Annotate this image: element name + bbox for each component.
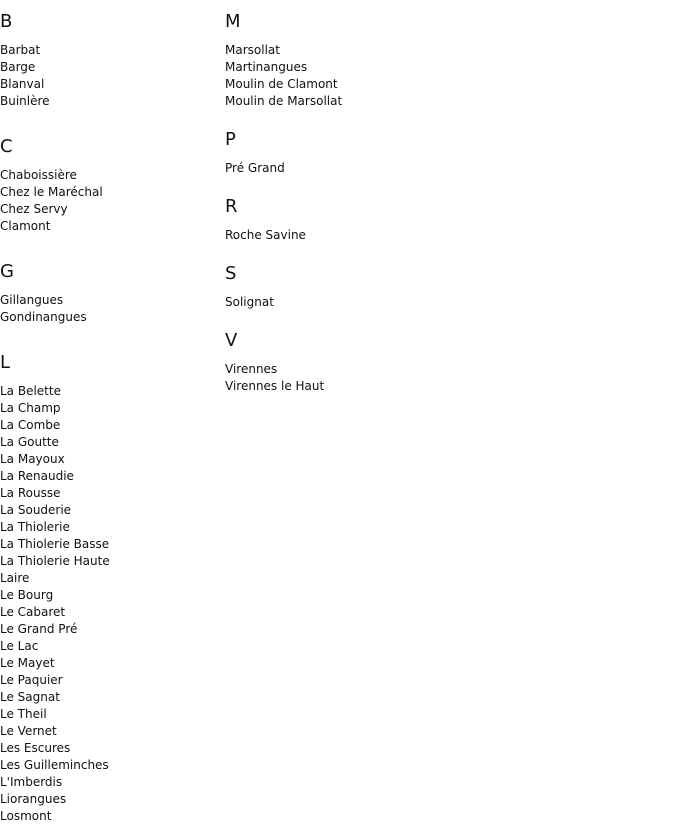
section-p — [225, 129, 525, 177]
place-link[interactable]: Chaboissière — [0, 168, 77, 182]
place-link[interactable]: Chez Servy — [0, 202, 68, 216]
section-letter: M — [225, 11, 241, 32]
place-link[interactable]: La Champ — [0, 401, 61, 415]
place-link[interactable]: La Souderie — [0, 503, 72, 517]
section-s — [225, 263, 525, 311]
place-list — [225, 160, 525, 177]
place-link[interactable]: Le Sagnat — [0, 690, 60, 704]
place-link[interactable]: Les Guilleminches — [0, 758, 109, 772]
place-link[interactable]: La Mayoux — [0, 452, 65, 466]
place-link[interactable]: Barbat — [0, 43, 41, 57]
section-letter: G — [0, 261, 14, 282]
place-link[interactable]: L'Imberdis — [0, 775, 63, 789]
place-link[interactable]: Marsollat — [225, 43, 280, 57]
section-letter: R — [225, 196, 238, 217]
place-link[interactable]: Pré Grand — [225, 161, 285, 175]
place-list — [0, 167, 220, 235]
place-link[interactable]: Le Mayet — [0, 656, 55, 670]
place-link[interactable]: Chez le Maréchal — [0, 185, 103, 199]
place-link[interactable]: Liorangues — [0, 792, 67, 806]
place-list — [225, 227, 525, 244]
place-link[interactable]: Solignat — [225, 295, 274, 309]
place-link[interactable]: La Thiolerie Haute — [0, 554, 110, 568]
place-link[interactable]: Le Bourg — [0, 588, 54, 602]
place-list — [0, 42, 220, 110]
place-list — [225, 361, 525, 395]
place-link[interactable]: Losmont — [0, 809, 52, 823]
place-link[interactable]: La Renaudie — [0, 469, 74, 483]
place-link[interactable]: Gillangues — [0, 293, 64, 307]
place-link[interactable]: La Goutte — [0, 435, 59, 449]
place-link[interactable]: Le Cabaret — [0, 605, 66, 619]
section-l — [0, 352, 220, 825]
place-link[interactable]: Virennes — [225, 362, 278, 376]
place-link[interactable]: Le Lac — [0, 639, 39, 653]
place-link[interactable]: Roche Savine — [225, 228, 306, 242]
place-link[interactable]: La Combe — [0, 418, 61, 432]
place-list — [225, 42, 525, 110]
section-c — [0, 136, 220, 235]
section-r — [225, 196, 525, 244]
place-link[interactable]: Clamont — [0, 219, 51, 233]
place-link[interactable]: Barge — [0, 60, 36, 74]
section-v — [225, 330, 525, 395]
place-link[interactable]: Le Vernet — [0, 724, 57, 738]
section-letter: V — [225, 330, 238, 351]
place-list — [0, 292, 220, 326]
place-link[interactable]: Virennes le Haut — [225, 379, 325, 393]
section-m — [225, 11, 525, 110]
place-link[interactable]: Gondinangues — [0, 310, 87, 324]
place-link[interactable]: Les Escures — [0, 741, 71, 755]
place-link[interactable]: La Thiolerie — [0, 520, 70, 534]
place-link[interactable]: Le Theil — [0, 707, 47, 721]
right-column — [225, 0, 525, 395]
place-link[interactable]: Blanval — [0, 77, 45, 91]
place-list — [225, 294, 525, 311]
section-letter: L — [0, 352, 11, 373]
place-link[interactable]: La Thiolerie Basse — [0, 537, 110, 551]
place-link[interactable]: Laire — [0, 571, 30, 585]
place-link[interactable]: Moulin de Clamont — [225, 77, 338, 91]
section-letter: S — [225, 263, 237, 284]
section-letter: B — [0, 11, 13, 32]
place-link[interactable]: La Rousse — [0, 486, 61, 500]
section-letter: P — [225, 129, 236, 150]
section-b — [0, 11, 220, 110]
left-column — [0, 0, 220, 825]
place-link[interactable]: Martinangues — [225, 60, 308, 74]
section-letter: C — [0, 136, 13, 157]
place-link[interactable]: Moulin de Marsollat — [225, 94, 343, 108]
place-link[interactable]: Le Grand Pré — [0, 622, 78, 636]
place-list — [0, 383, 220, 825]
place-link[interactable]: La Belette — [0, 384, 61, 398]
place-link[interactable]: Buinlère — [0, 94, 50, 108]
section-g — [0, 261, 220, 326]
place-link[interactable]: Le Paquier — [0, 673, 63, 687]
